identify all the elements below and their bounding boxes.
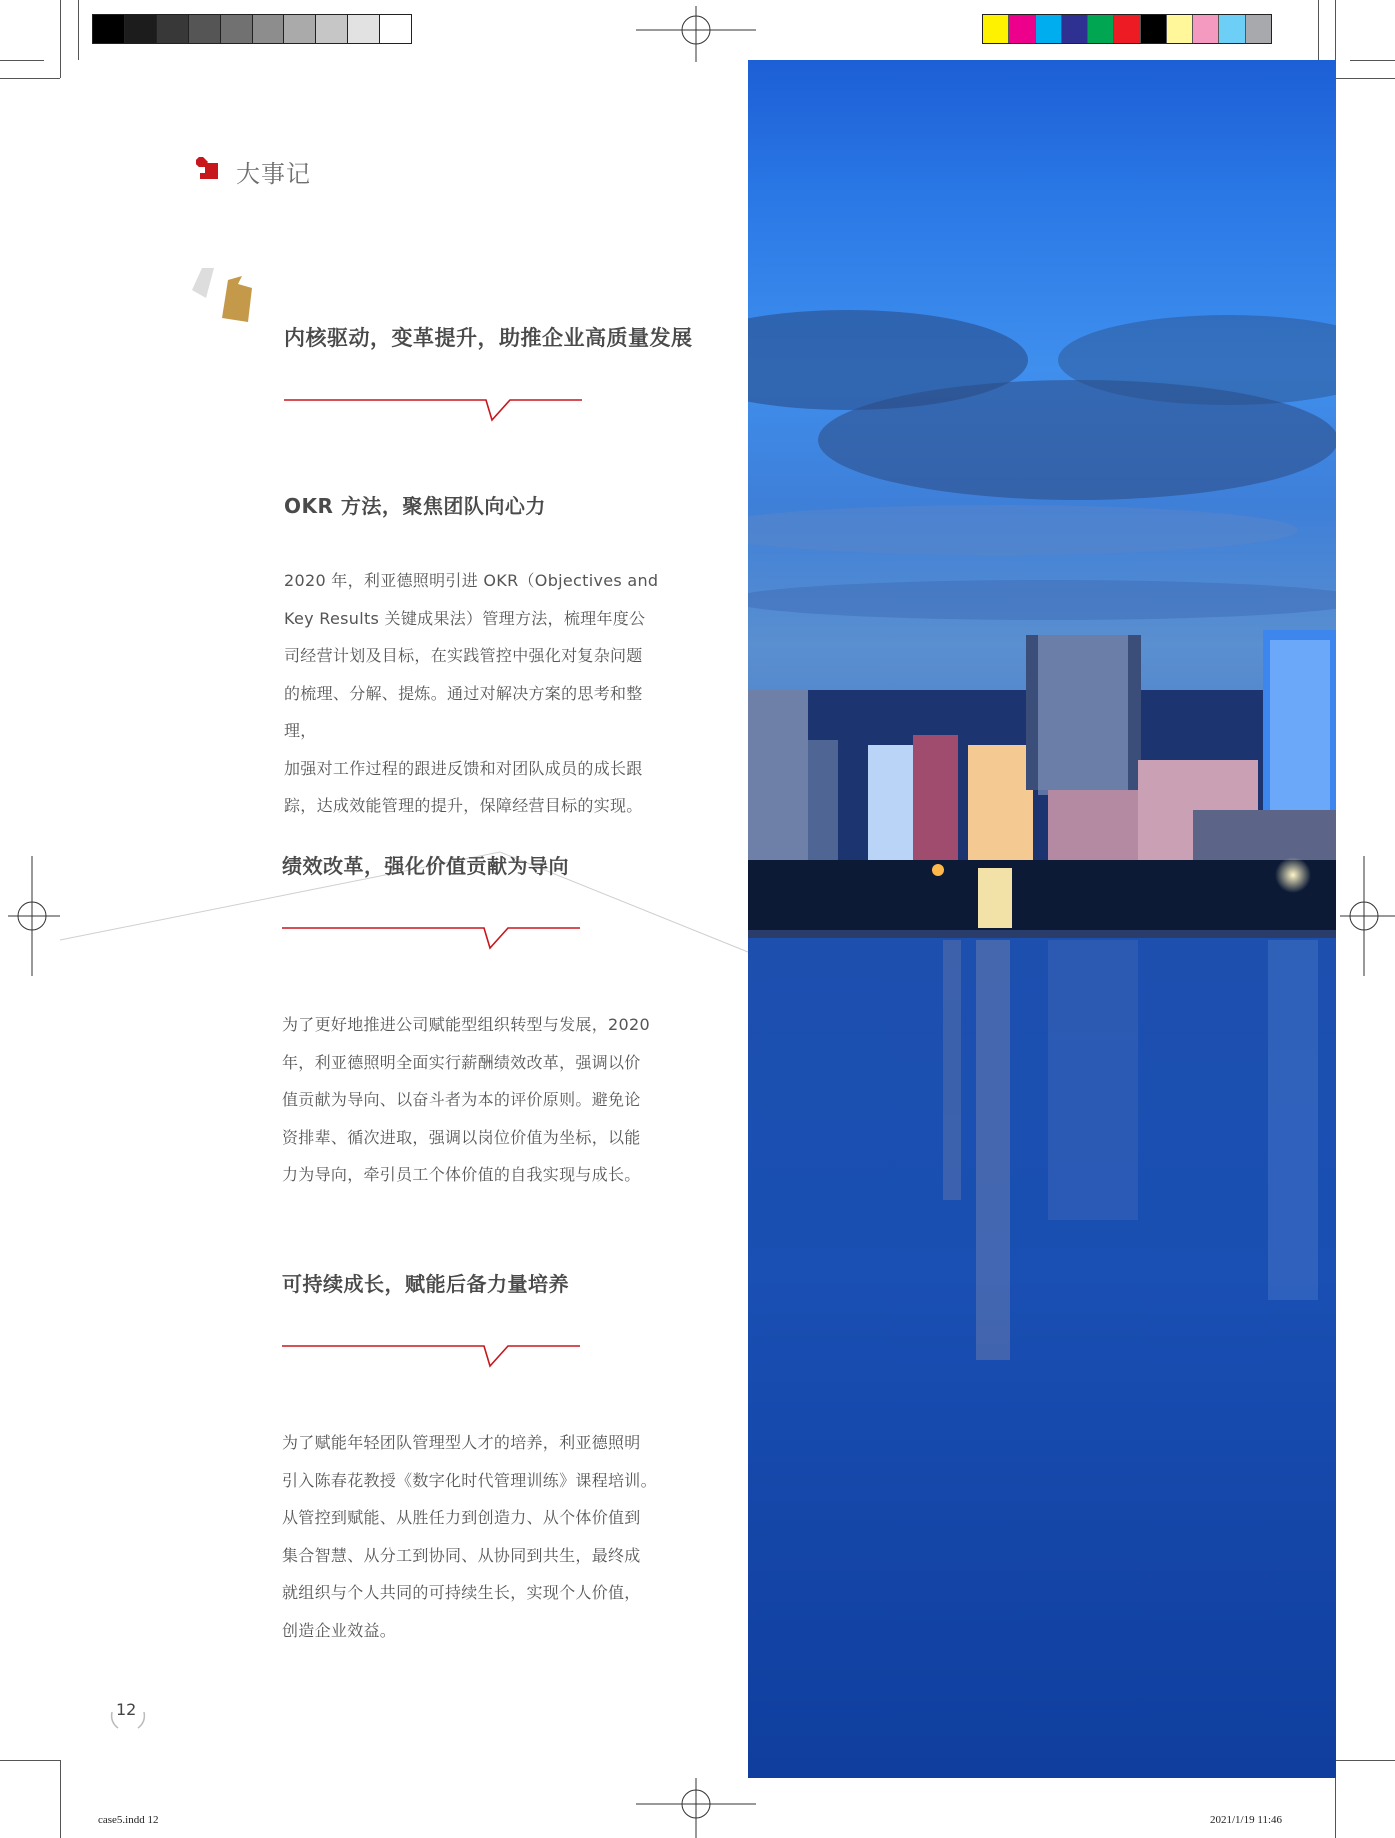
divider-3 [282,1344,580,1370]
quote-icon [192,266,254,326]
section-3-line: 引入陈春花教授《数字化时代管理训练》课程培训。 [282,1470,657,1490]
file-info: case5.indd 12 [98,1814,159,1826]
section-2-line: 为了更好地推进公司赋能型组织转型与发展，2020 [282,1015,650,1034]
page-number: 12 [116,1700,137,1719]
headline: 内核驱动，变革提升，助推企业高质量发展 [284,326,693,350]
section-3-line: 创造企业效益。 [282,1620,397,1640]
section-3-line: 就组织与个人共同的可持续生长，实现个人价值， [282,1583,641,1602]
section-3-line: 集合智慧、从分工到协同、从协同到共生，最终成 [282,1545,641,1565]
print-timestamp: 2021/1/19 11:46 [1210,1814,1283,1826]
section-2-line: 值贡献为导向、以奋斗者为本的评价原则。避免论 [282,1090,641,1109]
section-1-line: 踪，达成效能管理的提升，保障经营目标的实现。 [284,796,643,815]
section-1-title: OKR 方法，聚焦团队向心力 [284,494,546,518]
section-1-line: 加强对工作过程的跟进反馈和对团队成员的成长跟 [284,758,643,778]
section-3-line: 为了赋能年轻团队管理型人才的培养，利亚德照明 [282,1433,641,1452]
divider-1 [284,398,582,424]
section-2-body [282,1006,662,1194]
section-1-line: 司经营计划及目标，在实践管控中强化对复杂问题 [284,646,643,665]
section-3-title: 可持续成长，赋能后备力量培养 [282,1272,569,1296]
section-3-body [282,1424,662,1649]
divider-2 [282,926,580,952]
section-1-line: 2020 年，利亚德照明引进 OKR（Objectives and [284,571,659,590]
section-2-line: 力为导向，牵引员工个体价值的自我实现与成长。 [282,1165,641,1184]
section-title: 大事记 [236,160,311,188]
section-2-line: 资排辈、循次进取，强调以岗位价值为坐标，以能 [282,1127,641,1147]
section-1-line: Key Results 关键成果法）管理方法，梳理年度公 [284,608,646,628]
brand-logo-icon [196,157,220,181]
section-3-line: 从管控到赋能、从胜任力到创造力、从个体价值到 [282,1508,641,1527]
section-1-body [284,562,664,825]
section-1-line: 的梳理、分解、提炼。通过对解决方案的思考和整理， [284,683,643,740]
section-2-title: 绩效改革，强化价值贡献为导向 [282,854,569,878]
section-2-line: 年，利亚德照明全面实行薪酬绩效改革，强调以价 [282,1052,641,1072]
